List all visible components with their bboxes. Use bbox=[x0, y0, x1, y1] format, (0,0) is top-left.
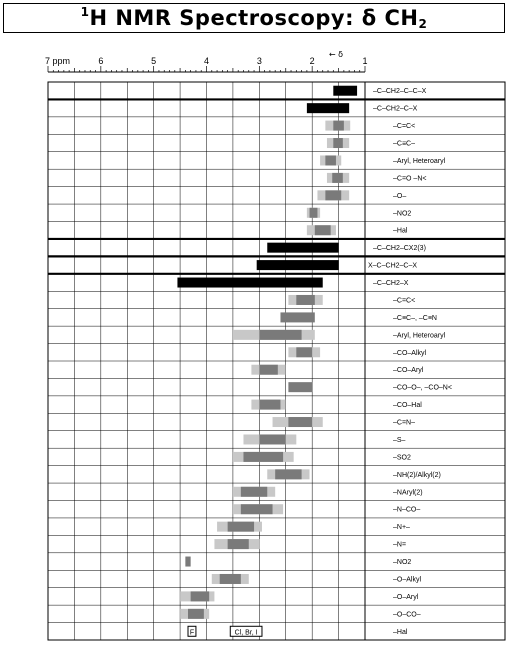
range-bar-dark bbox=[280, 312, 314, 322]
range-bar-dark bbox=[333, 121, 344, 131]
row-labels bbox=[368, 88, 452, 636]
row-label: –NH(2)/Alkyl(2) bbox=[393, 471, 441, 479]
x-tick-label: 7 ppm bbox=[45, 56, 71, 66]
row-label: –C–CH2–CX2(3) bbox=[373, 245, 426, 253]
title-superscript: 1 bbox=[80, 5, 90, 19]
range-bar-dark bbox=[241, 487, 267, 497]
x-tick-label: 3 bbox=[256, 56, 262, 66]
range-bar-dark bbox=[333, 138, 343, 148]
range-bar-dark bbox=[310, 208, 318, 218]
range-bar-dark bbox=[259, 400, 280, 410]
row-label: –C=C< bbox=[393, 123, 416, 131]
row-label: –Aryl, Heteroaryl bbox=[393, 157, 446, 165]
row-label: –SO2 bbox=[393, 454, 411, 462]
range-bar-dark bbox=[228, 522, 254, 532]
row-label: –C=O –N< bbox=[393, 175, 427, 183]
grid bbox=[48, 82, 505, 640]
range-bar-dark bbox=[275, 469, 301, 479]
row-label: –C≡C–, –C≡N bbox=[393, 314, 437, 322]
range-bar-dark bbox=[325, 190, 341, 200]
range-bar-dark bbox=[296, 347, 312, 357]
row-label: –N–CO– bbox=[393, 506, 421, 514]
row-label: –NO2 bbox=[393, 210, 412, 218]
range-box-label: Cl, Br, I bbox=[234, 629, 258, 637]
row-label: –S– bbox=[393, 436, 406, 444]
row-label: –NAryl(2) bbox=[393, 489, 423, 497]
row-label: –Aryl, Heteroaryl bbox=[393, 332, 446, 340]
range-bar-dark bbox=[220, 574, 241, 584]
range-bar-black bbox=[267, 243, 338, 253]
range-bar-dark bbox=[259, 365, 277, 375]
row-label: –O–Alkyl bbox=[393, 576, 422, 584]
row-label: –C≡C– bbox=[393, 140, 415, 148]
range-bar-dark bbox=[332, 173, 343, 183]
range-bar-dark bbox=[188, 609, 204, 619]
title-main: H NMR Spectroscopy: δ CH bbox=[89, 6, 419, 30]
range-bar-dark bbox=[288, 417, 312, 427]
row-label: –Hal bbox=[393, 628, 408, 636]
range-bar-dark bbox=[325, 155, 336, 165]
row-label: –C–CH2–C–X bbox=[373, 105, 418, 113]
row-label: –C–CH2–X bbox=[373, 280, 409, 288]
row-label: –Hal bbox=[393, 227, 408, 235]
range-bar-dark bbox=[228, 539, 249, 549]
range-bar-dark bbox=[243, 452, 283, 462]
range-bar-dark bbox=[296, 295, 314, 305]
x-axis bbox=[45, 50, 368, 72]
row-label: –O– bbox=[393, 192, 407, 200]
range-bar-dark bbox=[315, 225, 331, 235]
range-bar-dark bbox=[191, 591, 209, 601]
row-label: –CO–Alkyl bbox=[393, 349, 427, 357]
row-label: –CO–Hal bbox=[393, 402, 422, 410]
row-label: –O–CO– bbox=[393, 611, 421, 619]
title-subscript: 2 bbox=[418, 17, 428, 31]
row-label: –C=N– bbox=[393, 419, 415, 427]
range-bar-dark bbox=[259, 434, 285, 444]
row-label: –NO2 bbox=[393, 559, 412, 567]
row-label: –N= bbox=[393, 541, 407, 549]
x-tick-label: 6 bbox=[98, 56, 104, 66]
row-label: –C=C< bbox=[393, 297, 416, 305]
row-label: –CO–Aryl bbox=[393, 367, 424, 375]
range-bar-black bbox=[333, 86, 357, 96]
range-bar-black bbox=[307, 103, 349, 113]
range-box-label: F bbox=[189, 629, 195, 637]
row-label: –O–Aryl bbox=[393, 593, 419, 601]
range-bar-dark bbox=[288, 382, 312, 392]
x-tick-label: 5 bbox=[151, 56, 157, 66]
range-bar-dark bbox=[259, 330, 301, 340]
x-tick-label: 2 bbox=[309, 56, 315, 66]
row-label: –N+– bbox=[393, 524, 410, 532]
range-bar-dark bbox=[185, 557, 190, 567]
range-bar-black bbox=[177, 278, 322, 288]
row-label: –CO–O–, –CO–N< bbox=[393, 384, 452, 392]
row-label: –C–CH2–C–C–X bbox=[373, 88, 427, 96]
range-bar-black bbox=[257, 260, 339, 270]
range-bar-dark bbox=[241, 504, 273, 514]
x-tick-label: 4 bbox=[203, 56, 210, 66]
row-label: X–C–CH2–C–X bbox=[368, 262, 418, 270]
x-tick-label: 1 bbox=[362, 56, 368, 66]
x-direction-label: ← δ bbox=[328, 50, 344, 59]
